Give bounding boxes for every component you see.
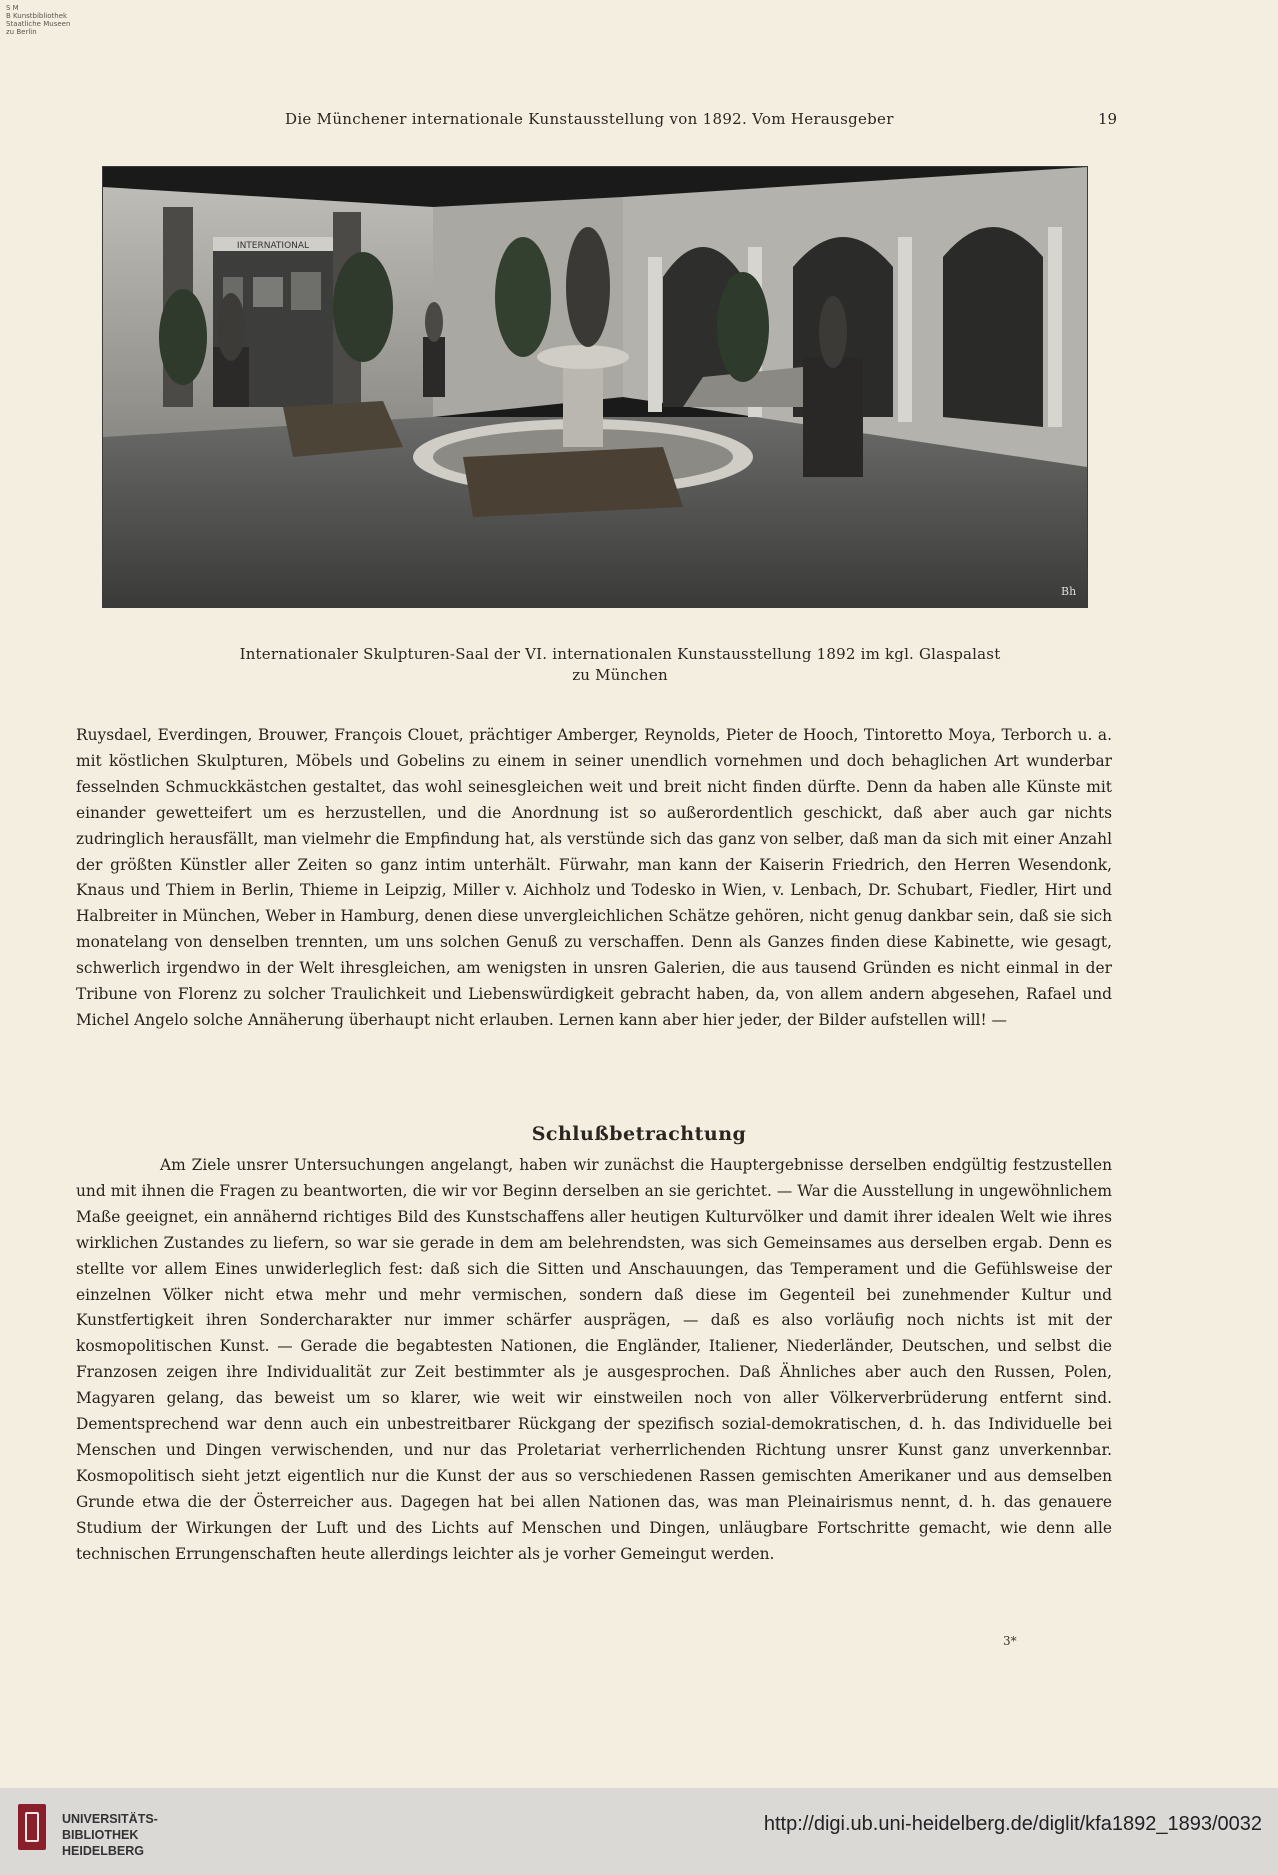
university-logo-icon xyxy=(18,1804,46,1850)
library-stamp xyxy=(6,4,96,36)
stamp-line: B Kunstbibliothek xyxy=(6,12,68,20)
figure-caption xyxy=(160,644,1080,686)
photographer-mark: Bh xyxy=(1061,585,1077,598)
stamp-line: Staatliche Museen xyxy=(6,20,71,28)
institution-line: UNIVERSITÄTS- xyxy=(62,1812,158,1826)
caption-line: zu München xyxy=(572,666,668,684)
page-number: 19 xyxy=(1098,110,1118,128)
stamp-line: zu Berlin xyxy=(6,28,37,36)
exhibition-hall-photograph xyxy=(102,166,1088,608)
body-paragraph-2: Am Ziele unsrer Untersuchungen angelangt, haben wir zunächst die Hauptergebnisse derselben endgültig festzustellen und mit ihnen die Fragen zu beantworten, die wir vor Beginn derselben an sie gerichtet. — War die Ausstellung in ungewöhnlichem Maße geeignet, ein annähernd richtiges Bild des Kunstschaffens aller heutigen Kulturvölker und damit ihrer idealen Welt wie ihres wirklichen Zustandes zu liefern, so war sie gerade in dem am belehrendsten, was sich Gemeinsames aus derselben ergab. Denn es stellte vor allem Eines unwiderleglich fest: daß sich die Sitten und Anschauungen, das Temperament und die Gefühlsweise der einzelnen Völker nicht etwa mehr und mehr vermischen, sondern daß diese im Gegenteil bei zunehmender Kultur und Kunstfertigkeit ihren Sondercharakter nur immer schärfer ausprägen, — daß es also vorläufig noch nichts ist mit der kosmopolitischen Kunst. — Gerade die begabtesten Nationen, die Engländer, Italiener, Niederländer, Deutschen, und selbst die Franzosen zeigen ihre Individualität zur Zeit bestimmter als je ausgesprochen. Daß Ähnliches aber auch den Russen, Polen, Magyaren gelang, das beweist um so klarer, wie weit wir einstweilen noch von aller Völkerverbrüderung entfernt sind. Dementsprechend war denn auch ein unbestreitbarer Rückgang der spezifisch sozial-demokratischen, d. h. das Individuelle bei Menschen und Dingen verwischenden, und nur das Proletariat verherrlichenden Richtung unsrer Kunst ganz unverkennbar. Kosmopolitisch sieht jetzt eigentlich nur die Kunst der aus so verschiedenen Rassen gemischten Amerikaner und aus demselben Grunde etwa die der Österreicher aus. Dagegen hat bei allen Nationen das, was man Pleinairismus nennt, d. h. das genauere Studium der Wirkungen der Luft und des Lichts auf Menschen und Dingen, unläugbare Fortschritte gemacht, wie denn alle technischen Errungenschaften heute allerdings leichter als je vorher Gemeingut werden. xyxy=(76,1156,1112,1563)
footer-url-link[interactable]: http://digi.ub.uni-heidelberg.de/diglit/kfa1892_1893/0032 xyxy=(763,1813,1262,1835)
institution-line: BIBLIOTHEK xyxy=(62,1828,139,1842)
hall-sign-text: INTERNATIONAL xyxy=(236,241,310,251)
running-title: Die Münchener internationale Kunstausstellung von 1892. Vom Herausgeber xyxy=(285,110,894,128)
signature-mark: 3* xyxy=(1003,1634,1017,1648)
footer-institution xyxy=(62,1811,158,1859)
institution-line: HEIDELBERG xyxy=(62,1844,144,1858)
stamp-line: S M xyxy=(6,4,19,12)
caption-line: Internationaler Skulpturen-Saal der VI. internationalen Kunstausstellung 1892 im kgl. Glaspalast xyxy=(239,645,1001,663)
section-heading: Schlußbetrachtung xyxy=(531,1123,747,1145)
body-paragraph-1: Ruysdael, Everdingen, Brouwer, François Clouet, prächtiger Amberger, Reynolds, Pieter de Hooch, Tintoretto Moya, Terborch u. a. mit köstlichen Skulpturen, Möbels und Gobelins zu einem in seiner unendlich vornehmen und doch behaglichen Art wunderbar fesselnden Schmuckkästchen gestaltet, das wohl seinesgleichen weit und breit nicht finden dürfte. Denn da haben alle Künste mit einander gewetteifert um es herzustellen, und die Anordnung ist so außerordentlich geschickt, daß aber auch gar nichts zudringlich herausfällt, man vielmehr die Empfindung hat, als verstünde sich das ganz von selber, daß man da sich mit einer Anzahl der größten Künstler aller Zeiten so ganz intim unterhält. Fürwahr, man kann der Kaiserin Friedrich, den Herren Wesendonk, Knaus und Thiem in Berlin, Thieme in Leipzig, Miller v. Aichholz und Todesko in Wien, v. Lenbach, Dr. Schubart, Fiedler, Hirt und Halbreiter in München, Weber in Hamburg, denen diese unvergleichlichen Schätze gehören, nicht genug dankbar sein, daß sie sich monatelang von denselben trennten, um uns solchen Genuß zu verschaffen. Denn als Ganzes finden diese Kabinette, wie gesagt, schwerlich irgendwo in der Welt ihresgleichen, am wenigsten in unsren Galerien, die aus tausend Gründen es nicht einmal in der Tribune von Florenz zu solcher Traulichkeit und Liebenswürdigkeit gebracht haben, da, von allem andern abgesehen, Rafael und Michel Angelo solche Annäherung überhaupt nicht erlauben. Lernen kann aber hier jeder, der Bilder aufstellen will! — xyxy=(76,726,1112,1029)
